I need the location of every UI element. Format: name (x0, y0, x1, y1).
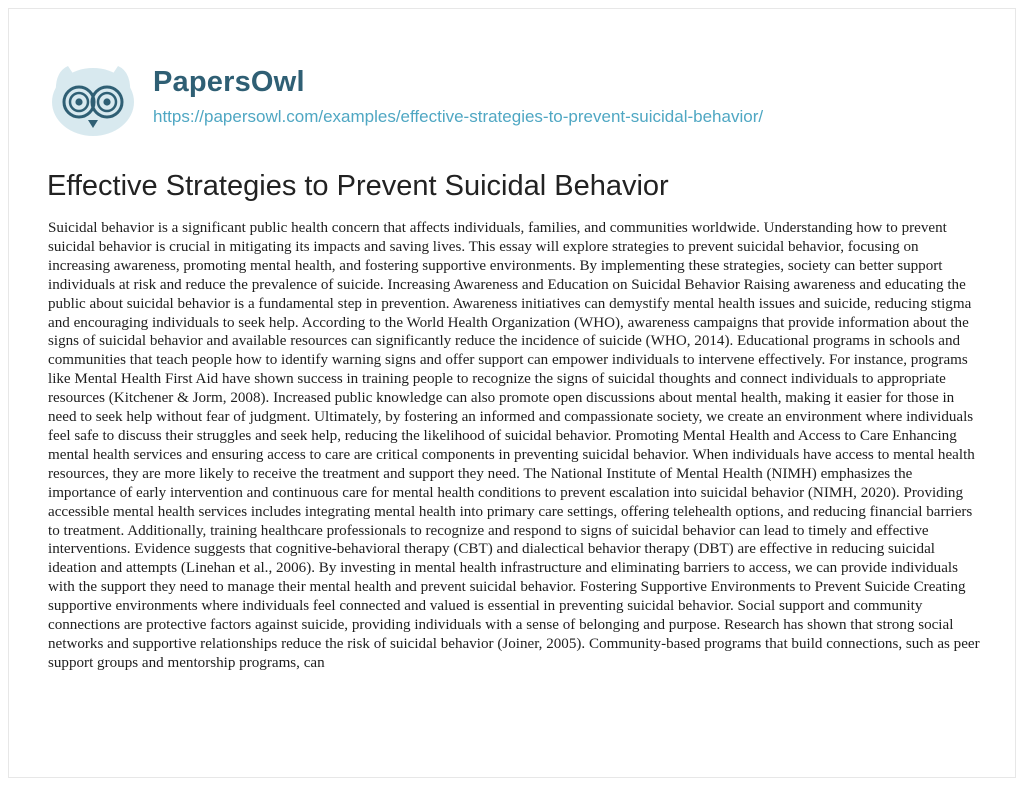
source-url-link[interactable]: https://papersowl.com/examples/effective-strategies-to-prevent-suicidal-behavior/ (153, 107, 764, 126)
essay-body-text: Suicidal behavior is a significant public health concern that affects individuals, families, and communities worldwide. Understanding how to prevent suicidal behavior is crucial in mitigating its impacts and saving lives. This essay will explore strategies to prevent suicidal behavior, focusing on increasing awareness, promoting mental health, and fostering supportive environments. By implementing these strategies, society can better support individuals at risk and reduce the prevalence of suicide. Increasing Awareness and Education on Suicidal Behavior Raising awareness and educating the public about suicidal behavior is a fundamental step in prevention. Awareness initiatives can demystify mental health issues and suicide, reducing stigma and encouraging individuals to seek help. According to the World Health Organization (WHO), awareness campaigns that provide information about the signs of suicidal behavior and available resources can significantly reduce the incidence of suicide (WHO, 2014). Educational programs in schools and communities that teach people how to identify warning signs and offer support can empower individuals to intervene effectively. For instance, programs like Mental Health First Aid have shown success in training people to recognize the signs of suicidal thoughts and connect individuals to appropriate resources (Kitchener & Jorm, 2008). Increased public knowledge can also promote open discussions about mental health, making it easier for those in need to seek help without fear of judgment. Ultimately, by fostering an informed and compassionate society, we create an environment where individuals feel safe to discuss their struggles and seek help, reducing the likelihood of suicidal behavior. Promoting Mental Health and Access to Care Enhancing mental health services and ensuring access to care are critical components in preventing suicidal behavior. When individuals have access to mental health resources, they are more likely to receive the treatment and support they need. The National Institute of Mental Health (NIMH) emphasizes the importance of early intervention and continuous care for mental health conditions to prevent escalation into suicidal behavior (NIMH, 2020). Providing accessible mental health services includes integrating mental health into primary care settings, offering telehealth options, and reducing financial barriers to treatment. Additionally, training healthcare professionals to recognize and respond to signs of suicidal behavior can lead to timely and effective interventions. Evidence suggests that cognitive-behavioral therapy (CBT) and dialectical behavior therapy (DBT) are effective in reducing suicidal ideation and attempts (Linehan et al., 2006). By investing in mental health infrastructure and eliminating barriers to access, we can provide individuals with the support they need to manage their mental health and prevent suicidal behavior. Fostering Supportive Environments to Prevent Suicide Creating supportive environments where individuals feel connected and valued is essential in preventing suicidal behavior. Social support and community connections are protective factors against suicide, providing individuals with a sense of belonging and purpose. Research has shown that strong social networks and supportive relationships reduce the risk of suicidal behavior (Joiner, 2005). Community-based programs that build connections, such as peer support groups and mentorship programs, can (48, 220, 980, 671)
owl-logo-icon (50, 62, 136, 138)
page-title: Effective Strategies to Prevent Suicidal Behavior (47, 170, 669, 202)
brand-name[interactable]: PapersOwl (153, 66, 305, 98)
